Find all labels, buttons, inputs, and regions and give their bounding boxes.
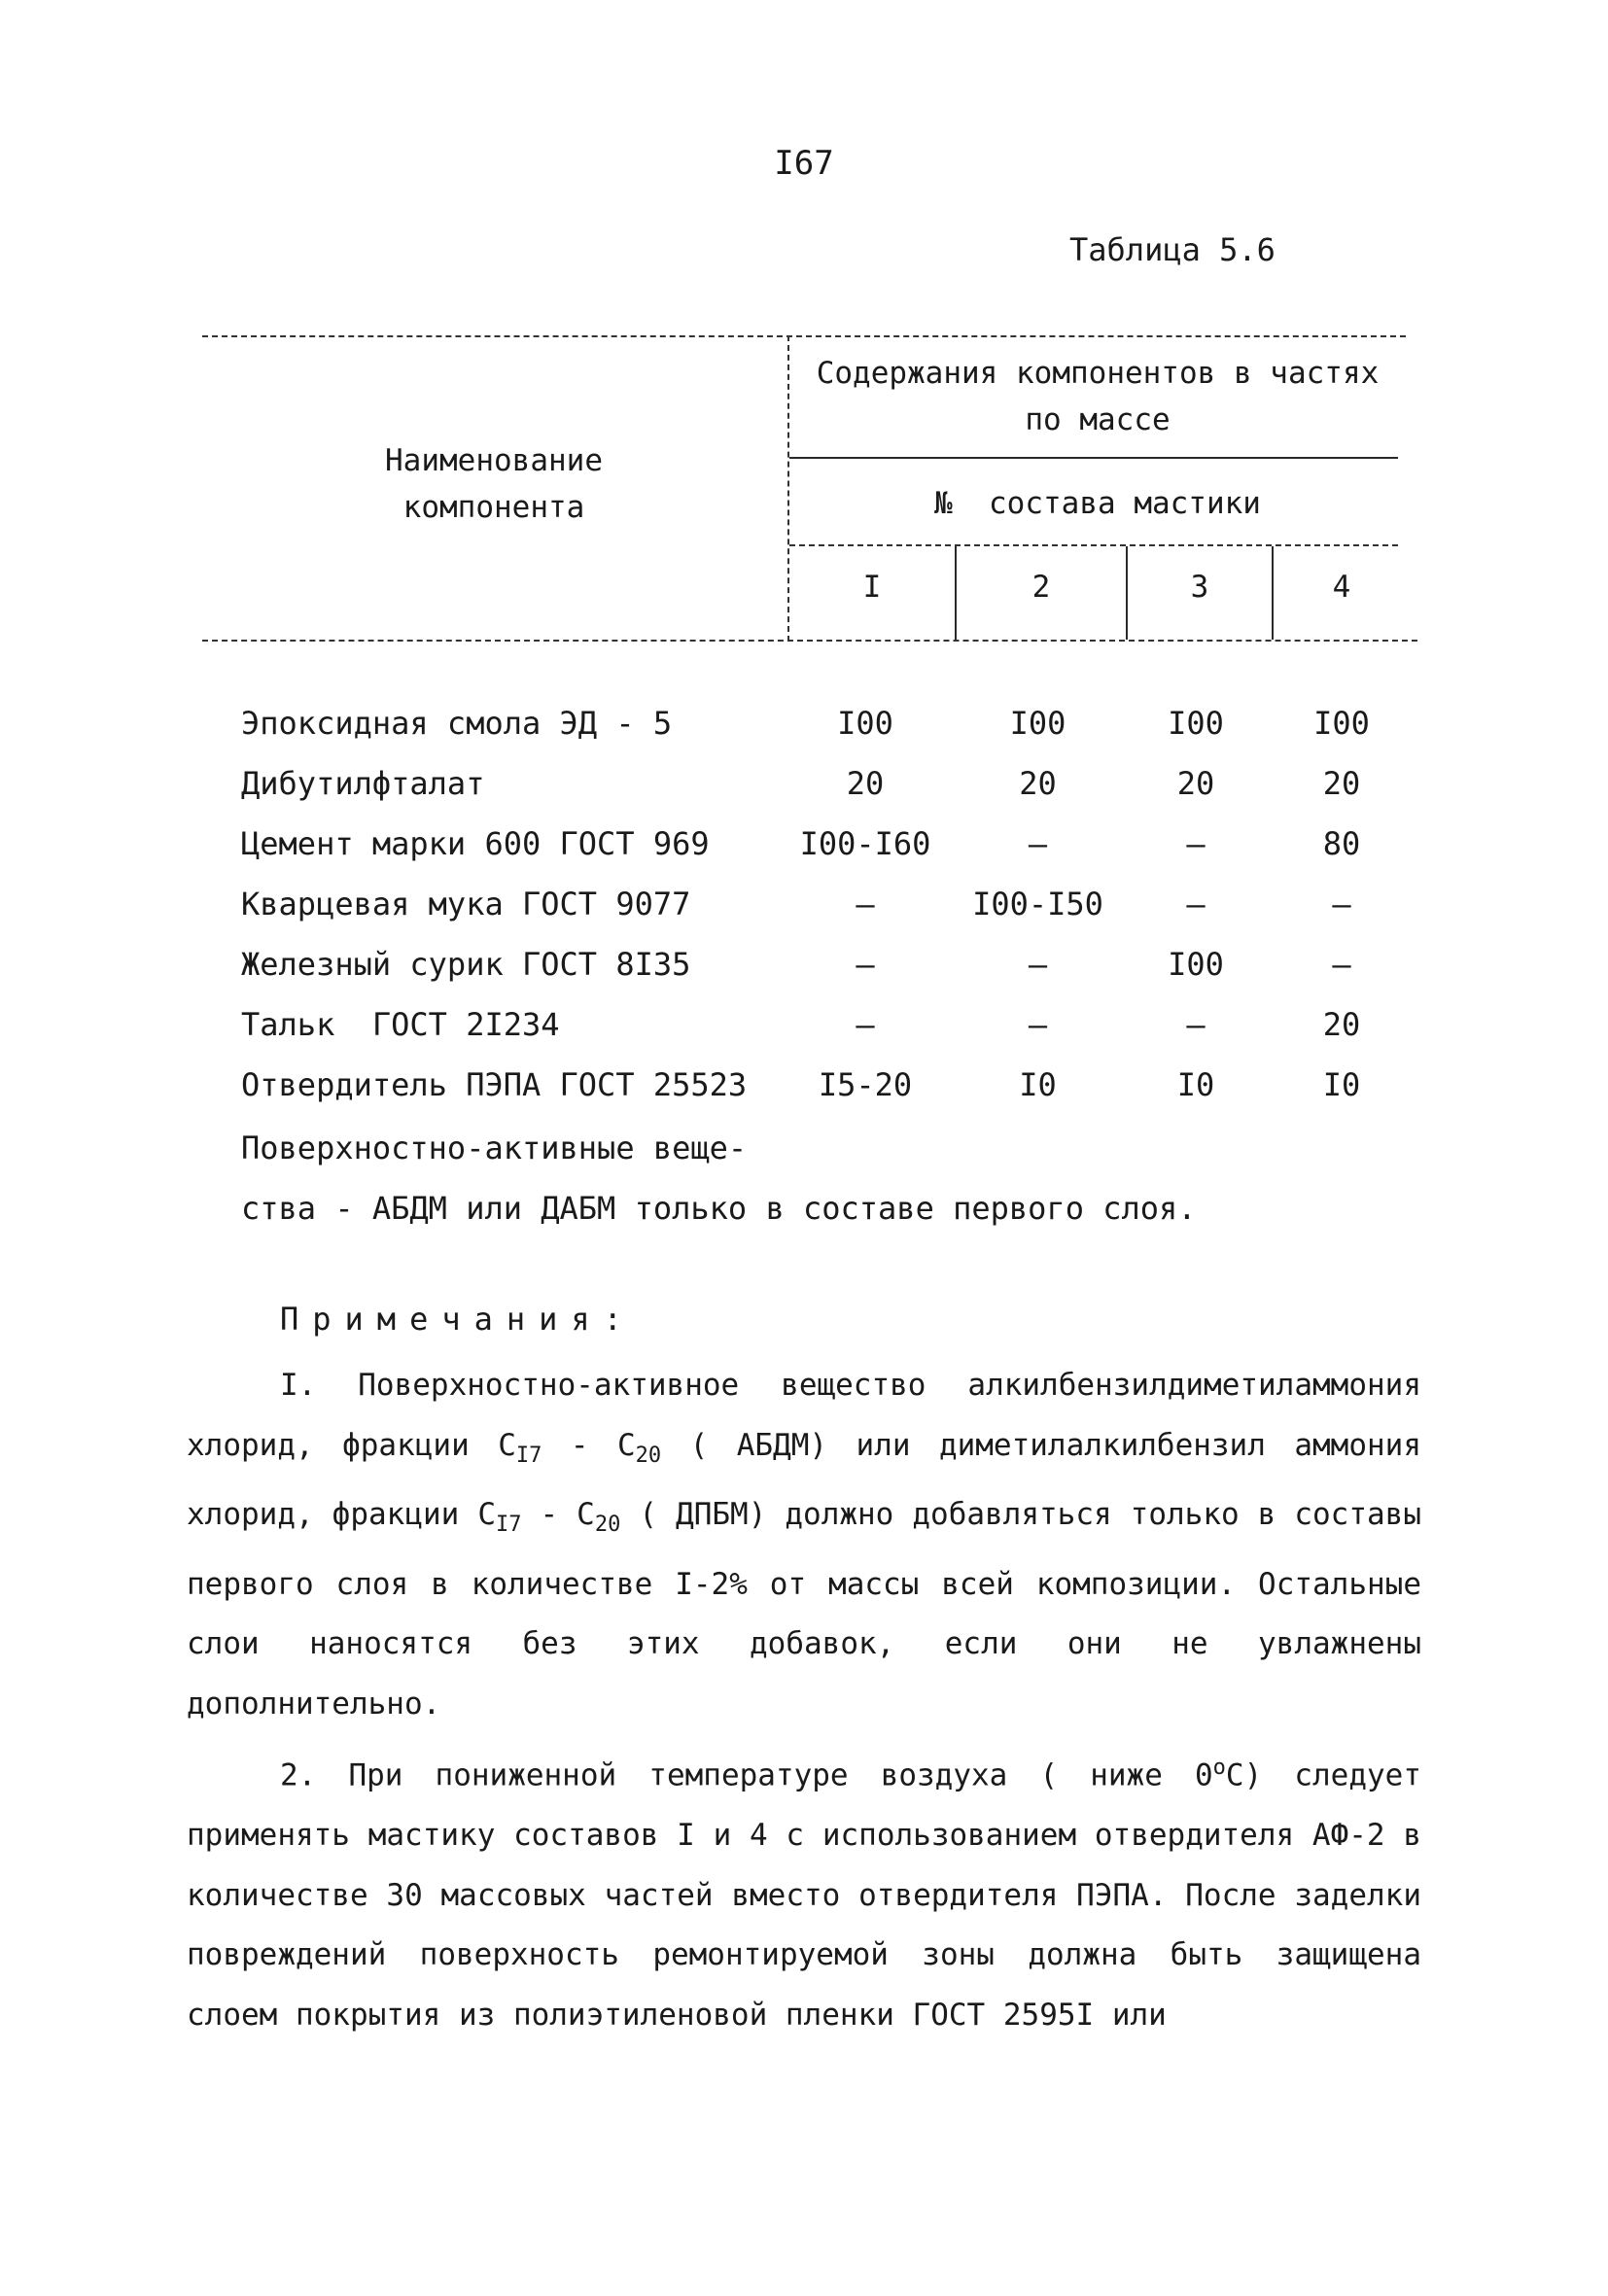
- table-row: [0, 825, 1608, 886]
- note-1: I. Поверхностно-активное вещество алкилбензилдиметиламмония хлорид, фракции $С_{I7} - С_{20}$ ( АБДМ) или диметилалкилбензил аммония хлорид, фракции $С_{I7} - С_{20}$ ( ДПБМ) должно добавляться только в составы первого слоя в количестве I-2% от массы всей композиции. Остальные слои наносятся без этих добавок, если они не увлажнены дополнительно.: [187, 1368, 1421, 1722]
- row-value-3: I0: [1176, 1066, 1215, 1103]
- row-value-4: 20: [1322, 765, 1361, 802]
- row-value-3: –: [1186, 825, 1206, 862]
- columns-rule: [789, 544, 1398, 546]
- content-head-rule: [789, 457, 1398, 459]
- row-value-1: –: [856, 1006, 875, 1043]
- name-column-header-line2: компонента: [402, 490, 585, 525]
- row-value-1: –: [856, 886, 875, 922]
- row-name: Тальк ГОСТ 2I234: [241, 1006, 560, 1043]
- notes-body: [187, 1356, 1421, 2045]
- table-row: [0, 765, 1608, 825]
- name-column-header: [202, 437, 786, 531]
- content-header-line1: Содержания компонентов в частях: [816, 356, 1380, 391]
- row-value-1: I5-20: [818, 1066, 913, 1103]
- composition-header: № состава мастики: [934, 486, 1261, 521]
- row-value-2: –: [1028, 1006, 1048, 1043]
- row-value-4: I00: [1313, 705, 1370, 742]
- row-value-3: –: [1186, 886, 1206, 922]
- row-name: Отвердитель ПЭПА ГОСТ 25523: [241, 1066, 748, 1103]
- row-value-1: –: [856, 946, 875, 983]
- table-row: [0, 1066, 1608, 1127]
- row-name: Железный сурик ГОСТ 8I35: [241, 946, 691, 983]
- content-header: [791, 350, 1404, 443]
- table-top-rule: [202, 335, 1406, 337]
- row-value-4: I0: [1322, 1066, 1361, 1103]
- notes-title: Примечания:: [280, 1301, 636, 1338]
- row-value-2: I00: [1009, 705, 1066, 742]
- row-name: Дибутилфталат: [241, 765, 485, 802]
- row-value-4: 20: [1322, 1006, 1361, 1043]
- row-value-4: 80: [1322, 825, 1361, 862]
- column-header-2: 2: [1031, 570, 1051, 605]
- column-header-3: 3: [1190, 570, 1209, 605]
- row-value-1: 20: [846, 765, 885, 802]
- row-value-3: I00: [1168, 705, 1224, 742]
- content-header-line2: по массе: [1025, 402, 1171, 437]
- name-column-header-line1: Наименование: [385, 443, 603, 478]
- row-value-2: I00-I50: [972, 886, 1103, 922]
- page-number: I67: [774, 144, 834, 183]
- row-value-2: 20: [1019, 765, 1057, 802]
- row-value-4: –: [1332, 946, 1351, 983]
- row-value-3: 20: [1176, 765, 1215, 802]
- row-value-2: –: [1028, 825, 1048, 862]
- row-value-4: –: [1332, 886, 1351, 922]
- table-footnote-line1: Поверхностно-активные веще-: [241, 1130, 748, 1166]
- row-value-1: I00: [837, 705, 893, 742]
- table-head-bottom-rule: [202, 640, 1417, 642]
- row-value-2: I0: [1019, 1066, 1057, 1103]
- row-name: Эпоксидная смола ЭД - 5: [241, 705, 673, 742]
- row-value-1: I00-I60: [799, 825, 931, 862]
- row-value-2: –: [1028, 946, 1048, 983]
- row-name: Кварцевая мука ГОСТ 9077: [241, 886, 691, 922]
- row-value-3: I00: [1168, 946, 1224, 983]
- table-footnote-line2: ства - АБДМ или ДАБМ только в составе первого слоя.: [241, 1190, 1197, 1227]
- table-row: [0, 705, 1608, 765]
- note-2: 2. При пониженной температуре воздуха ( ниже $0^оС$) следует применять мастику составов I и 4 с использованием отвердителя АФ-2 в количестве 30 массовых частей вместо отвердителя ПЭПА. После заделки повреждений поверхность ремонтируемой зоны должна быть защищена слоем покрытия из полиэтиленовой пленки ГОСТ 2595I или: [187, 1756, 1421, 2033]
- table-label: Таблица 5.6: [1069, 231, 1276, 268]
- table-row: [0, 946, 1608, 1006]
- column-header-4: 4: [1332, 570, 1351, 605]
- table-row: [0, 886, 1608, 946]
- row-name: Цемент марки 600 ГОСТ 969: [241, 825, 710, 862]
- row-value-3: –: [1186, 1006, 1206, 1043]
- table-row: [0, 1006, 1608, 1066]
- column-header-1: I: [862, 570, 882, 605]
